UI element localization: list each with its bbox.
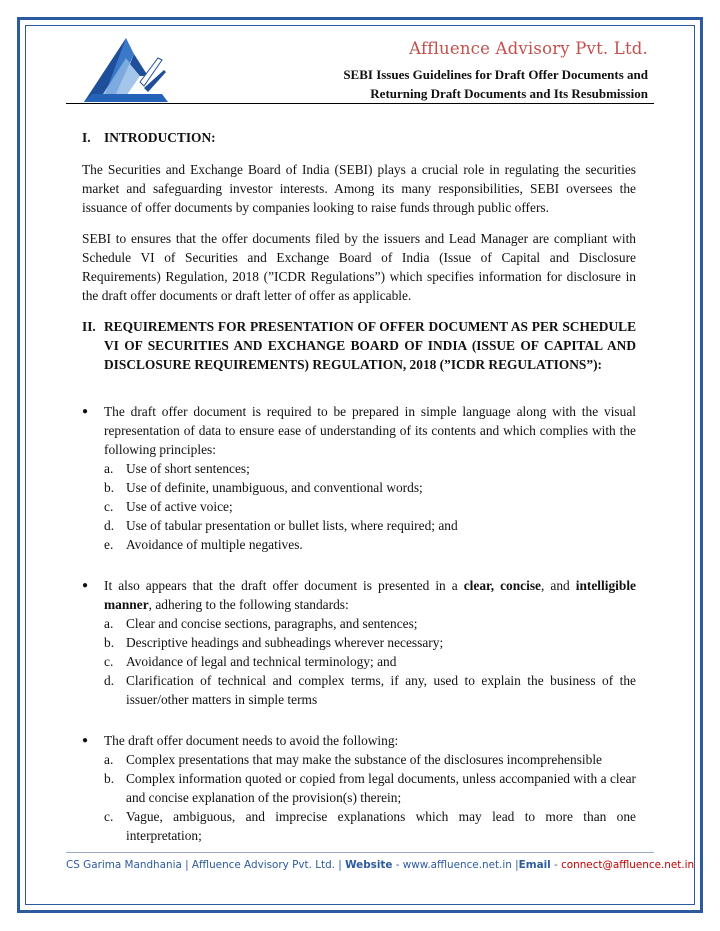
footer-website-link[interactable]: - www.affluence.net.in | (392, 859, 519, 871)
bullet-2-sublist (82, 614, 636, 709)
section-2-heading (82, 317, 636, 374)
header-divider (66, 103, 654, 104)
page-footer (66, 859, 695, 871)
document-body (82, 128, 636, 845)
subtitle-line-2: Returning Draft Documents and Its Resubmission (370, 86, 648, 101)
bullet-1-text: The draft offer document is required to be prepared in simple language along with the visual representation of data to ensure ease of understanding of its contents and which complies with the following principles: (104, 404, 636, 457)
list-item: b. Complex information quoted or copied from legal documents, unless accompanied with a clear and concise explanation of the provision(s) therein; (104, 771, 636, 805)
list-item: c. Avoidance of legal and technical terminology; and (104, 654, 397, 669)
bullet-icon: ● (82, 580, 89, 591)
intro-paragraph-2: SEBI to ensures that the offer documents filed by the issuers and Lead Manager are compliant with Schedule VI of Securities and Exchange Board of India (Issue of Capital and Disclosure Requirements) Regulation, 2018 (”ICDR Regulations”) which specifies information for disclosure in the draft offer documents or draft letter of offer as applicable. (82, 231, 636, 303)
list-item: c. Vague, ambiguous, and imprecise explanations which may lead to more than one interpretation; (104, 809, 636, 843)
footer-email-link[interactable]: connect@affluence.net.in (561, 859, 695, 871)
section-2-number: II. (82, 319, 96, 334)
bullet-icon: ● (82, 406, 89, 417)
list-item: e. Avoidance of multiple negatives. (104, 537, 303, 552)
company-name: Affluence Advisory Pvt. Ltd. (409, 39, 648, 58)
subtitle-line-1: SEBI Issues Guidelines for Draft Offer Documents and (343, 67, 648, 82)
footer-author: CS Garima Mandhania | Affluence Advisory Pvt. Ltd. | (66, 859, 346, 871)
list-item: c. Use of active voice; (104, 499, 233, 514)
affluence-logo-icon (78, 36, 170, 104)
section-2-title: REQUIREMENTS FOR PRESENTATION OF OFFER DOCUMENT AS PER SCHEDULE VI OF SECURITIES AND EXCHANGE BOARD OF INDIA (ISSUE OF CAPITAL AND DISCLOSURE REQUIREMENTS) REGULATION, 2018 (”ICDR REGULATIONS”): (104, 319, 636, 372)
section-1-title: INTRODUCTION: (104, 130, 216, 145)
footer-email-label: Email (518, 859, 551, 871)
list-item: a. Complex presentations that may make the substance of the disclosures incomprehensible (104, 752, 602, 767)
document-subtitle (288, 65, 648, 103)
list-item: b. Descriptive headings and subheadings wherever necessary; (104, 635, 444, 650)
section-1-heading (82, 128, 636, 147)
bullet-2-text: It also appears that the draft offer document is presented in a clear, concise, and intelligible manner, adhering to the following standards: (104, 578, 636, 612)
list-item: a. Use of short sentences; (104, 461, 250, 476)
bullet-1-sublist (82, 459, 636, 554)
bullet-item-3 (82, 731, 636, 750)
bullet-3-text: The draft offer document needs to avoid the following: (104, 733, 399, 748)
footer-email-sep: - (550, 859, 562, 871)
bullet-icon: ● (82, 735, 89, 746)
section-1-number: I. (82, 130, 91, 145)
list-item: a. Clear and concise sections, paragraphs, and sentences; (104, 616, 418, 631)
list-item: d. Clarification of technical and complex terms, if any, used to explain the business of the issuer/other matters in simple terms (104, 673, 636, 707)
footer-divider (66, 852, 654, 853)
list-item: d. Use of tabular presentation or bullet lists, where required; and (104, 518, 458, 533)
list-item: b. Use of definite, unambiguous, and conventional words; (104, 480, 423, 495)
footer-website-label: Website (345, 859, 393, 871)
bullet-item-2 (82, 576, 636, 614)
bullet-item-1 (82, 402, 636, 459)
bullet-3-sublist (82, 750, 636, 845)
intro-paragraph-1: The Securities and Exchange Board of India (SEBI) plays a crucial role in regulating the securities market and safeguarding investor interests. Among its many responsibilities, SEBI oversees the issuance of offer documents by companies looking to raise funds through public offers. (82, 162, 636, 215)
